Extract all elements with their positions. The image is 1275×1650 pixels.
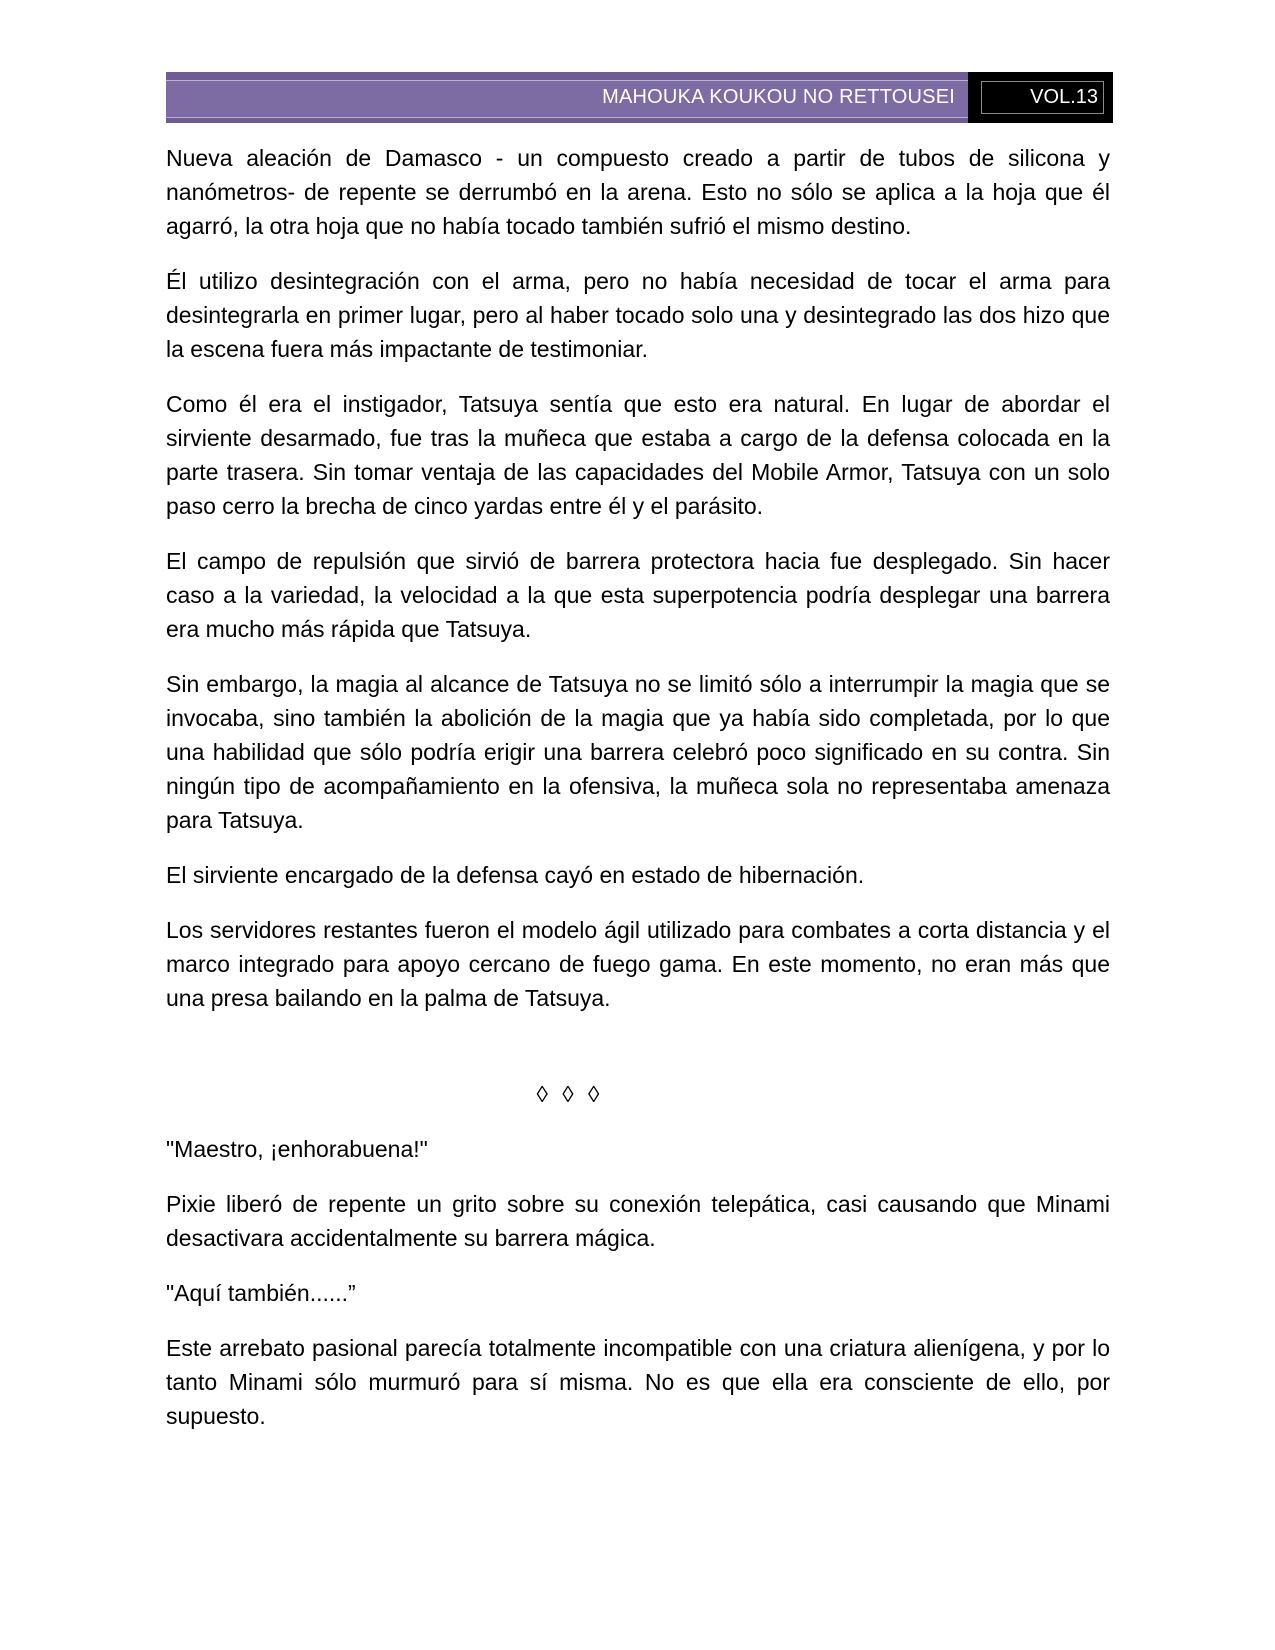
paragraph: "Maestro, ¡enhorabuena!": [166, 1136, 428, 1162]
paragraph: Los servidores restantes fueron el modelo ágil utilizado para combates a corta distancia y el marco integrado para apoyo cercano de fuego gama. En este momento, no eran más que una presa bailando en la palma de Tatsuya.: [166, 917, 1110, 1011]
paragraph: Pixie liberó de repente un grito sobre su conexión telepática, casi causando que Minami desactivara accidentalmente su barrera mágica.: [166, 1191, 1110, 1251]
paragraph: Él utilizo desintegración con el arma, pero no había necesidad de tocar el arma para desintegrarla en primer lugar, pero al haber tocado solo una y desintegrado las dos hizo que la escena fuera más impactante de testimoniar.: [166, 268, 1110, 362]
header-title-bar: [166, 72, 968, 123]
volume-label: VOL.13: [1030, 86, 1098, 108]
book-title: MAHOUKA KOUKOU NO RETTOUSEI: [602, 86, 955, 108]
paragraph: Nueva aleación de Damasco - un compuesto creado a partir de tubos de silicona y nanómetros- de repente se derrumbó en la arena. Esto no sólo se aplica a la hoja que él agarró, la otra hoja que no había tocado también sufrió el mismo destino.: [166, 145, 1110, 239]
volume-frame: [981, 81, 1104, 114]
scene-break-diamonds: ◊ ◊ ◊: [536, 1081, 604, 1107]
volume-box: [968, 72, 1113, 123]
paragraph: Este arrebato pasional parecía totalmente incompatible con una criatura alienígena, y por lo tanto Minami sólo murmuró para sí misma. No es que ella era consciente de ello, por supuesto.: [166, 1335, 1110, 1429]
paragraph: El sirviente encargado de la defensa cayó en estado de hibernación.: [166, 862, 865, 888]
paragraph: El campo de repulsión que sirvió de barrera protectora hacia fue desplegado. Sin hacer caso a la variedad, la velocidad a la que esta superpotencia podría desplegar una barrera era mucho más rápida que Tatsuya.: [166, 548, 1110, 642]
body-text: [166, 141, 1110, 1454]
paragraph: Sin embargo, la magia al alcance de Tatsuya no se limitó sólo a interrumpir la magia que se invocaba, sino también la abolición de la magia que ya había sido completada, por lo que una habilidad que sólo podría erigir una barrera celebró poco significado en su contra. Sin ningún tipo de acompañamiento en la ofensiva, la muñeca sola no representaba amenaza para Tatsuya.: [166, 671, 1110, 833]
paragraph: "Aquí también......”: [166, 1280, 356, 1306]
paragraph: Como él era el instigador, Tatsuya sentía que esto era natural. En lugar de abordar el sirviente desarmado, fue tras la muñeca que estaba a cargo de la defensa colocada en la parte trasera. Sin tomar ventaja de las capacidades del Mobile Armor, Tatsuya con un solo paso cerro la brecha de cinco yardas entre él y el parásito.: [166, 391, 1110, 519]
page-header: [166, 72, 1113, 123]
